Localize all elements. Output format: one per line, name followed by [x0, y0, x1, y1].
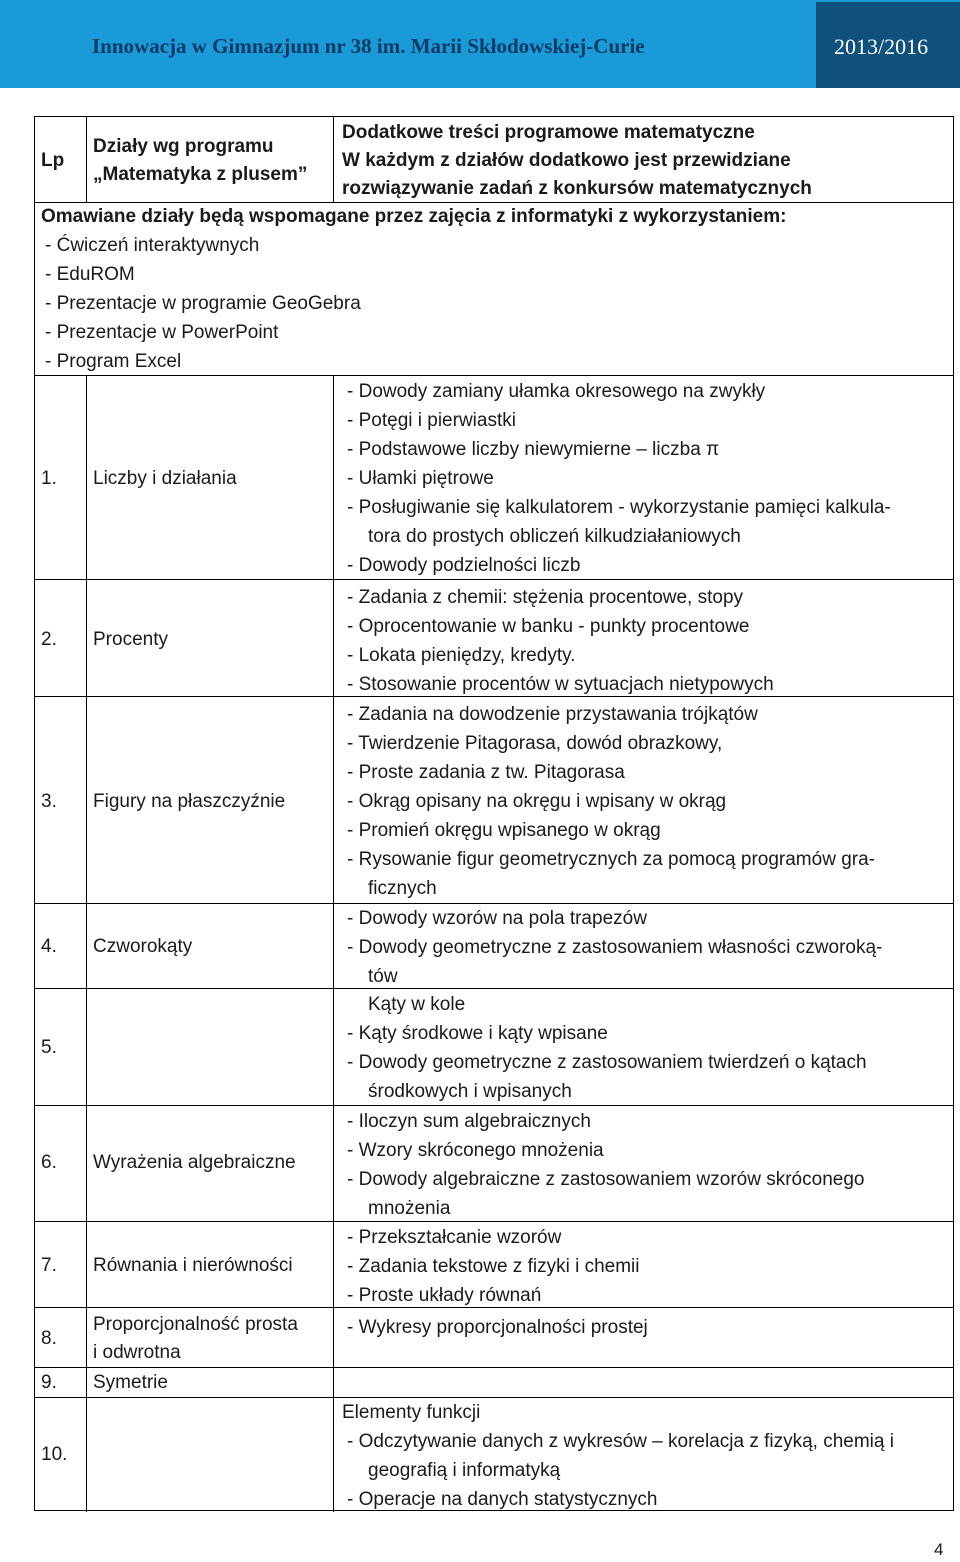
- content-line: - Odczytywanie danych z wykresów – korelacja z fizyką, chemią i: [347, 1431, 894, 1452]
- content-line: - Okrąg opisany na okręgu i wpisany w okrąg: [347, 791, 727, 812]
- page-number: 4: [934, 1540, 944, 1559]
- row-content: [347, 1107, 864, 1223]
- content-line: - Zadania na dowodzenie przystawania trójkątów: [347, 704, 758, 725]
- row-name: Czworokąty: [93, 936, 193, 957]
- row-content: [347, 377, 891, 580]
- content-line: - Stosowanie procentów w sytuacjach nietypowych: [347, 674, 774, 695]
- content-line: - Zadania tekstowe z fizyki i chemii: [347, 1256, 640, 1277]
- content-line: - Kąty środkowe i kąty wpisane: [347, 1023, 608, 1044]
- content-line: tów: [368, 966, 398, 987]
- row-name-line2: i odwrotna: [93, 1342, 181, 1363]
- program-table: [34, 116, 954, 1511]
- content-line: - Proste zadania z tw. Pitagorasa: [347, 762, 625, 783]
- content-line: - Oprocentowanie w banku - punkty procentowe: [347, 616, 750, 637]
- header-title: Innowacja w Gimnazjum nr 38 im. Marii Skłodowskiej-Curie: [92, 34, 645, 58]
- row-content: [347, 1313, 648, 1342]
- row-number: 1.: [41, 468, 57, 489]
- row-name: Liczby i działania: [93, 468, 237, 489]
- row-name: Symetrie: [93, 1372, 168, 1393]
- content-line: - Potęgi i pierwiastki: [347, 410, 516, 431]
- header-extra-line3: rozwiązywanie zadań z konkursów matematycznych: [342, 178, 812, 199]
- intro-item: - Prezentacje w programie GeoGebra: [45, 293, 361, 314]
- content-line: - Dowody geometryczne z zastosowaniem własności czworoką-: [347, 937, 883, 958]
- row-divider: [35, 1367, 953, 1368]
- content-line: - Dowody zamiany ułamka okresowego na zwykły: [347, 381, 766, 402]
- content-line: - Przekształcanie wzorów: [347, 1227, 562, 1248]
- content-line: - Twierdzenie Pitagorasa, dowód obrazkowy,: [347, 733, 723, 754]
- content-line: - Wzory skróconego mnożenia: [347, 1140, 604, 1161]
- row-number: 2.: [41, 629, 57, 650]
- header-extra-line2: W każdym z działów dodatkowo jest przewidziane: [342, 150, 791, 171]
- row-name: Wyrażenia algebraiczne: [93, 1152, 296, 1173]
- intro-item: - Ćwiczeń interaktywnych: [45, 235, 260, 256]
- col-divider: [333, 117, 334, 202]
- row-content: [342, 1398, 894, 1514]
- intro-item: - Prezentacje w PowerPoint: [45, 322, 279, 343]
- row-number: 8.: [41, 1328, 57, 1349]
- row-number: 6.: [41, 1152, 57, 1173]
- row-name: Procenty: [93, 629, 168, 650]
- header-dzialy-line2: „Matematyka z plusem”: [93, 164, 308, 185]
- header-lp: Lp: [41, 150, 65, 171]
- content-line: - Wykresy proporcjonalności prostej: [347, 1317, 648, 1338]
- content-line: - Podstawowe liczby niewymierne – liczba π: [347, 439, 720, 460]
- intro-heading: Omawiane działy będą wspomagane przez zajęcia z informatyki z wykorzystaniem:: [41, 206, 787, 227]
- row-content: [347, 990, 867, 1106]
- header-year-box: [816, 2, 960, 88]
- content-line: - Zadania z chemii: stężenia procentowe, stopy: [347, 587, 744, 608]
- content-line: - Operacje na danych statystycznych: [347, 1489, 658, 1510]
- col-divider: [86, 117, 87, 202]
- content-line: geografią i informatyką: [368, 1460, 561, 1481]
- content-line: Kąty w kole: [368, 994, 466, 1015]
- header-banner: [0, 0, 960, 88]
- row-number: 9.: [41, 1372, 57, 1393]
- header-years: 2013/2016: [834, 34, 929, 59]
- content-line: - Proste układy równań: [347, 1285, 542, 1306]
- content-line: - Iloczyn sum algebraicznych: [347, 1111, 591, 1132]
- row-content: [347, 583, 774, 699]
- row-name: Figury na płaszczyźnie: [93, 791, 286, 812]
- content-line: - Dowody algebraiczne z zastosowaniem wzorów skróconego: [347, 1169, 865, 1190]
- header-extra-line1: Dodatkowe treści programowe matematyczne: [342, 122, 755, 143]
- row-number: 4.: [41, 936, 57, 957]
- row-number: 3.: [41, 791, 57, 812]
- col-divider: [333, 375, 334, 1512]
- content-line: - Dowody geometryczne z zastosowaniem twierdzeń o kątach: [347, 1052, 867, 1073]
- intro-item: - Program Excel: [45, 351, 182, 372]
- content-line: - Dowody podzielności liczb: [347, 555, 581, 576]
- row-number: 10.: [41, 1444, 68, 1465]
- col-divider: [86, 375, 87, 1512]
- content-line: środkowych i wpisanych: [368, 1081, 572, 1102]
- content-line: - Dowody wzorów na pola trapezów: [347, 908, 647, 929]
- content-line: ficznych: [368, 878, 437, 899]
- content-line: mnożenia: [368, 1198, 451, 1219]
- content-line: Elementy funkcji: [342, 1402, 481, 1423]
- content-line: - Posługiwanie się kalkulatorem - wykorzystanie pamięci kalkula-: [347, 497, 891, 518]
- content-line: - Lokata pieniędzy, kredyty.: [347, 645, 576, 666]
- content-line: - Rysowanie figur geometrycznych za pomocą programów gra-: [347, 849, 875, 870]
- intro-block: [41, 202, 786, 376]
- content-line: - Ułamki piętrowe: [347, 468, 494, 489]
- header-dzialy-line1: Działy wg programu: [93, 136, 274, 157]
- row-content: [347, 1223, 640, 1310]
- content-line: - Promień okręgu wpisanego w okrąg: [347, 820, 661, 841]
- row-name-line1: Proporcjonalność prosta: [93, 1314, 298, 1335]
- row-content: [347, 700, 875, 903]
- row-number: 5.: [41, 1037, 57, 1058]
- row-name: Równania i nierówności: [93, 1255, 293, 1276]
- row-number: 7.: [41, 1255, 57, 1276]
- intro-item: - EduROM: [45, 264, 135, 285]
- content-line: tora do prostych obliczeń kilkudziałaniowych: [368, 526, 741, 547]
- row-content: [347, 904, 882, 991]
